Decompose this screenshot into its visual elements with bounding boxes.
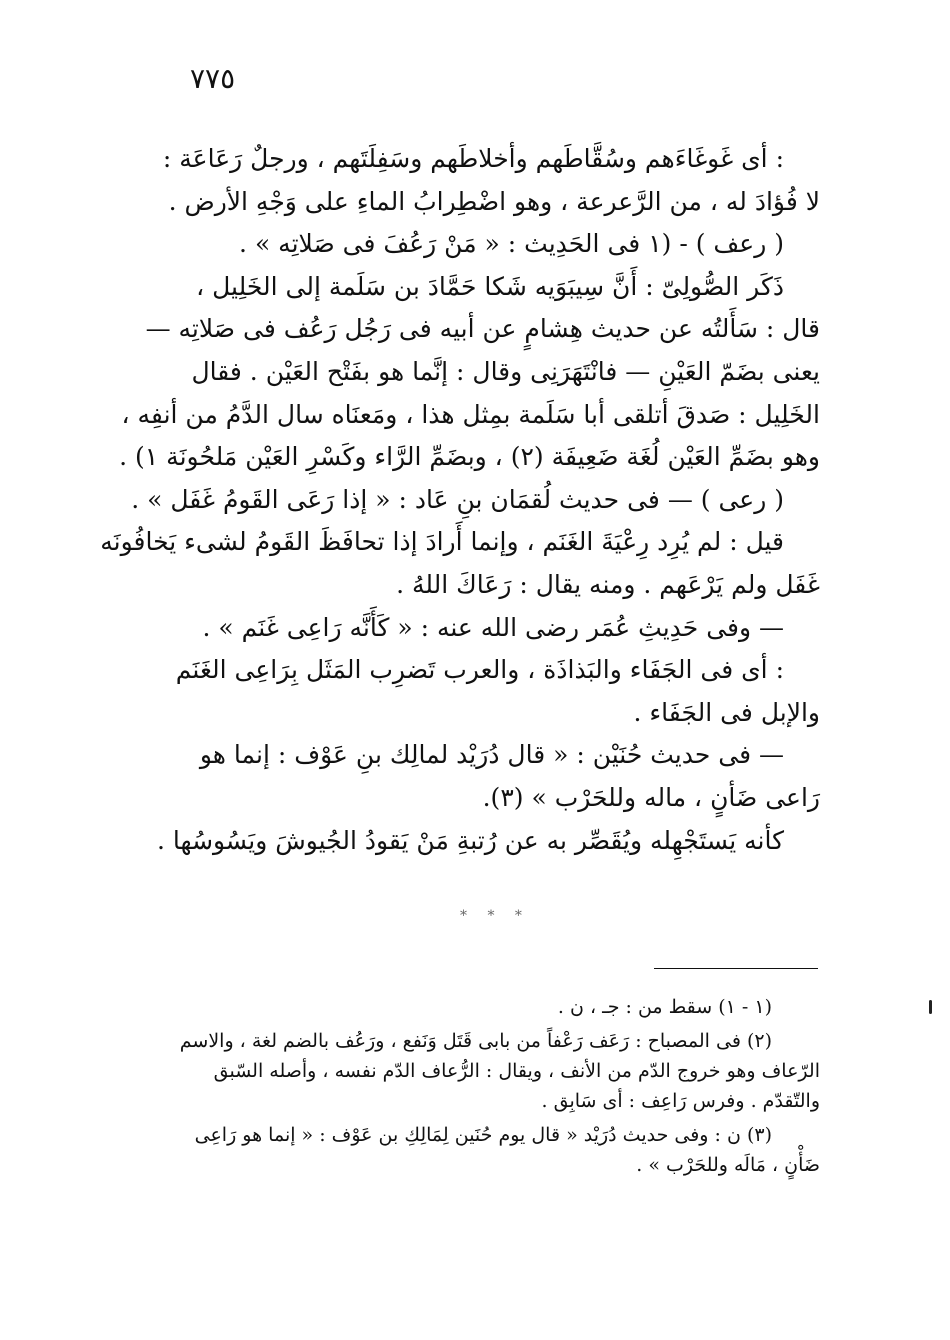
footnote-line: ضَأْنٍ ، مَالَه وللحَرْب » . [636, 1154, 820, 1176]
footnote-line: الرّعاف وهو خروج الدّم من الأنف ، ويقال : الرُّعاف الدّم نفسه ، وأصله السّبق [213, 1060, 820, 1082]
text-line: يعنى بضَمّ العَيْنِ — فانْتَهَرَنِى وقال : إنَّما هو بفَتْح العَيْن . فقال [191, 356, 820, 386]
footnote [150, 1026, 820, 1116]
footnote-gap [150, 1180, 820, 1184]
text-line: قيل : لم يُرِد رِعْيَةَ الغَنَم ، وإنما أَرادَ إذا تحافَظَ القَومُ لشىء يَخافُونَه [100, 527, 784, 557]
footnote-divider [654, 968, 818, 969]
text-line: ( رعف ) - (١ فى الحَدِيث : « مَنْ رَعُفَ فى صَلاتِه » . [239, 229, 784, 259]
footnote [150, 992, 820, 1022]
text-line: وهو بضَمِّ العَيْن لُغَة ضَعِيفَة (٢) ، وبضَمِّ الرَّاء وكَسْرِ العَيْن مَلحُونَة ١) . [119, 442, 820, 472]
page-number: ٧٧٥ [190, 62, 236, 95]
text-line: لا فُؤادَ له ، من الرَّعرعة ، وهو اضْطِرابُ الماءِ على وَجْهِ الأرض . [168, 186, 820, 216]
footnote [150, 1120, 820, 1180]
text-line: غَفَل ولم يَرْعَهم . ومنه يقال : رَعَاكَ اللهُ . [396, 569, 820, 599]
text-line: : أى فى الجَفَاء والبَذاذَة ، والعرب تَضرِب المَثَل بِرَاعِى الغَنَم [175, 655, 784, 685]
footnote-line: والتّقدّم . وفرس رَاعِف : أى سَابِق . [541, 1090, 820, 1112]
footnotes [150, 992, 820, 1184]
page-edge-mark [929, 1000, 932, 1014]
text-line: الخَلِيل : صَدقَ أتلقى أبا سَلَمة بمِثل هذا ، ومَعنَاه سال الدَّمُ من أنفِه ، [121, 399, 820, 429]
text-line: كأنه يَستَجْهِله ويُقَصِّر به عن رُتبةِ مَنْ يَقودُ الجُيوشَ ويَسُوسُها . [157, 825, 784, 855]
section-separator: * * * [460, 908, 530, 924]
text-line: قال : سَأَلتُه عن حديث هِشامٍ عن أبيه فى رَجُل رَعُف فى صَلاتِه — [145, 314, 820, 344]
text-line: : أى غَوغَاءَهم وسُقَّاطَهم وأخلاطَهم وسَفِلَتَهم ، ورجلٌ رَعَاعَة : [162, 144, 784, 173]
text-line: والإبل فى الجَفَاء . [633, 697, 820, 727]
text-line: — فى حديث حُنَيْن : « قال دُرَيْد لمالِك بنِ عَوْف : إنما هو [199, 740, 784, 770]
text-line: — وفى حَدِيثِ عُمَر رضى الله عنه : « كَأَنَّه رَاعِى غَنَم » . [202, 612, 784, 642]
text-line: رَاعى ضَأنٍ ، ماله وللحَرْب » (٣). [482, 782, 820, 812]
text-line: ذَكَر الصُّولِىّ : أَنَّ سِيبَوَيه شَكا حَمَّادَ بن سَلَمة إلى الخَلِيل ، [196, 271, 784, 301]
main-text-body [100, 138, 820, 862]
text-line: ( رعى ) — فى حديث لُقمَان بنِ عَاد : « إذا رَعَى القَومُ غَفَل » . [131, 484, 784, 514]
footnote-line: (٣) ن : وفى حديث دُرَيْد « قال يوم حُنَين لِمَالِكِ بن عَوْف : « إنما هو رَاعِى [194, 1124, 772, 1146]
footnote-line: (٢) فى المصباح : رَعَف رَعْفاً من بابى قَتَل وَنَفع ، ورَعُف بالضم لغة ، والاسم [179, 1030, 772, 1052]
footnote-line: (١ - ١) سقط من : جـ ، ن . [557, 996, 772, 1018]
